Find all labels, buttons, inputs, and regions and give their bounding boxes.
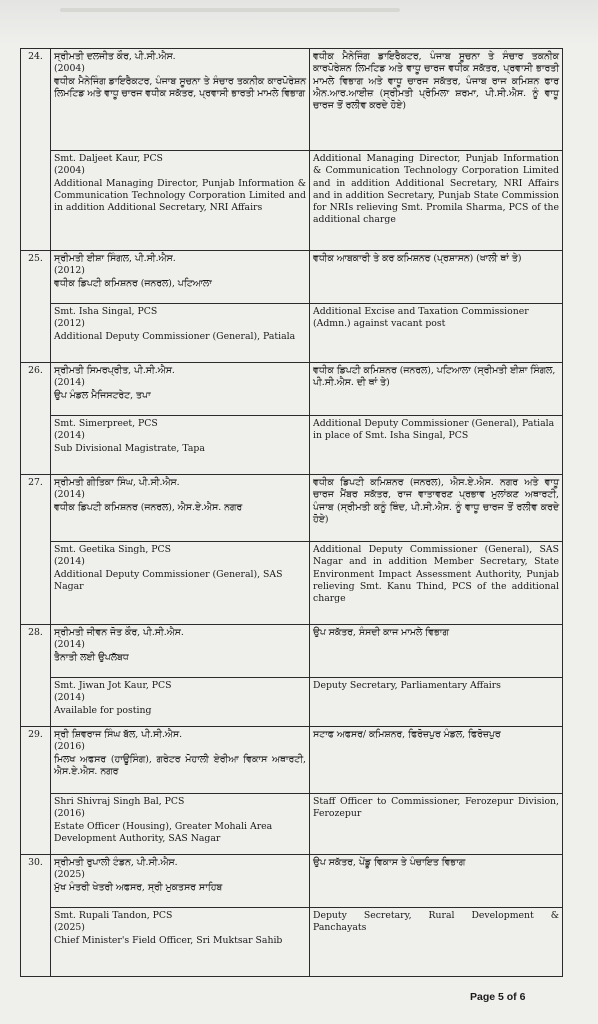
posting-english: Deputy Secretary, Rural Development & Panchayats — [310, 908, 563, 977]
officer-name-english: Smt. Daljeet Kaur, PCS — [54, 153, 163, 164]
serial-number: 29. — [21, 727, 51, 855]
officer-cell-english — [51, 151, 310, 251]
officer-name-punjabi: ਸ੍ਰੀਮਤੀ ਦਲਜੀਤ ਕੌਰ, ਪੀ.ਸੀ.ਐਸ. — [54, 51, 176, 62]
entry-24-english-row — [21, 151, 563, 251]
current-post-punjabi: ਵਧੀਕ ਡਿਪਟੀ ਕਮਿਸ਼ਨਰ (ਜਨਰਲ), ਐਸ.ਏ.ਐਸ. ਨਗਰ — [54, 501, 243, 513]
batch-year: (2014) — [54, 692, 85, 704]
serial-number: 28. — [21, 625, 51, 727]
entry-29-english-row — [21, 794, 563, 855]
officer-name-english: Shri Shivraj Singh Bal, PCS — [54, 796, 185, 807]
officer-name-punjabi: ਸ੍ਰੀਮਤੀ ਜੀਵਨ ਜੋਤ ਕੌਰ, ਪੀ.ਸੀ.ਐਸ. — [54, 627, 184, 638]
entry-27-english-row — [21, 542, 563, 625]
officer-cell-punjabi — [51, 727, 310, 794]
current-post-english: Additional Deputy Commissioner (General), SAS Nagar — [54, 568, 283, 592]
posting-punjabi: ਉਪ ਸਕੱਤਰ, ਸੰਸਦੀ ਕਾਜ ਮਾਮਲੇ ਵਿਭਾਗ — [310, 625, 563, 678]
batch-year: (2016) — [54, 741, 85, 753]
entry-26-punjabi-row — [21, 363, 563, 416]
posting-english: Additional Deputy Commissioner (General), SAS Nagar and in addition Member Secretary, State Environment Impact Assessment Authority, Punjab relieving Smt. Kanu Thind, PCS of the additional charge — [310, 542, 563, 625]
posting-english: Additional Deputy Commissioner (General), Patiala in place of Smt. Isha Singal, PCS — [310, 416, 563, 475]
posting-punjabi: ਵਧੀਕ ਮੈਨੇਜਿੰਗ ਡਾਇਰੈਕਟਰ, ਪੰਜਾਬ ਸੂਚਨਾ ਤੇ ਸੰਚਾਰ ਤਕਨੀਕ ਕਾਰਪੋਰੇਸ਼ਨ ਲਿਮਟਿਡ ਅਤੇ ਵਾਧੂ ਚਾਰਜ ਵਧੀਕ ਸਕੱਤਰ, ਪ੍ਰਵਾਸੀ ਭਾਰਤੀ ਮਾਮਲੇ ਵਿਭਾਗ ਅਤੇ ਵਾਧੂ ਚਾਰਜ ਸਕੱਤਰ, ਪੰਜਾਬ ਰਾਜ ਕਮਿਸ਼ਨ ਫਾਰ ਐਨ.ਆਰ.ਆਈਜ਼ (ਸ੍ਰੀਮਤੀ ਪ੍ਰੋਮਿਲਾ ਸ਼ਰਮਾ, ਪੀ.ਸੀ.ਐਸ. ਨੂੰ ਵਾਧੂ ਚਾਰਜ ਤੋਂ ਰਲੀਵ ਕਰਦੇ ਹੋਏ) — [310, 49, 563, 151]
officer-cell-punjabi — [51, 363, 310, 416]
current-post-english: Additional Managing Director, Punjab Information & Communication Technology Corporation Limited and in addition Additional Secretary, NRI Affairs — [54, 177, 306, 214]
officer-name-english: Smt. Geetika Singh, PCS — [54, 544, 172, 555]
current-post-english: Available for posting — [54, 704, 152, 716]
current-post-english: Chief Minister's Field Officer, Sri Muktsar Sahib — [54, 934, 283, 946]
current-post-punjabi: ਵਧੀਕ ਡਿਪਟੀ ਕਮਿਸ਼ਨਰ (ਜਨਰਲ), ਪਟਿਆਲਾ — [54, 277, 212, 289]
officer-name-punjabi: ਸ੍ਰੀਮਤੀ ਈਸ਼ਾ ਸਿੰਗਲ, ਪੀ.ਸੀ.ਐਸ. — [54, 253, 176, 264]
entry-29-punjabi-row — [21, 727, 563, 794]
serial-number: 30. — [21, 855, 51, 977]
batch-year: (2004) — [54, 63, 85, 75]
posting-punjabi: ਉਪ ਸਕੱਤਰ, ਪੇਂਡੂ ਵਿਕਾਸ ਤੇ ਪੰਚਾਇਤ ਵਿਭਾਗ — [310, 855, 563, 908]
posting-english: Additional Managing Director, Punjab Information & Communication Technology Corporation Limited and in addition Additional Secretary, NRI Affairs and in addition Secretary, Punjab State Commission for NRIs relieving Smt. Promila Sharma, PCS of the additional charge — [310, 151, 563, 251]
posting-punjabi: ਵਧੀਕ ਡਿਪਟੀ ਕਮਿਸ਼ਨਰ (ਜਨਰਲ), ਐਸ.ਏ.ਐਸ. ਨਗਰ ਅਤੇ ਵਾਧੂ ਚਾਰਜ ਮੈਂਬਰ ਸਕੱਤਰ, ਰਾਜ ਵਾਤਾਵਰਣ ਪ੍ਰਭਾਵ ਮੁਲਾਂਕਣ ਅਥਾਰਟੀ, ਪੰਜਾਬ (ਸ੍ਰੀਮਤੀ ਕਨੂੰ ਥਿੰਦ, ਪੀ.ਸੀ.ਐਸ. ਨੂੰ ਵਾਧੂ ਚਾਰਜ ਤੋਂ ਰਲੀਵ ਕਰਦੇ ਹੋਏ) — [310, 475, 563, 542]
batch-year: (2014) — [54, 556, 85, 568]
entry-26-english-row — [21, 416, 563, 475]
officer-name-english: Smt. Rupali Tandon, PCS — [54, 910, 173, 921]
top-margin — [0, 0, 598, 44]
current-post-punjabi: ਮੁੱਖ ਮੰਤਰੀ ਖੇਤਰੀ ਅਫਸਰ, ਸ੍ਰੀ ਮੁਕਤਸਰ ਸਾਹਿਬ — [54, 881, 223, 893]
officer-name-english: Smt. Isha Singal, PCS — [54, 306, 158, 317]
officer-name-punjabi: ਸ੍ਰੀਮਤੀ ਗੀਤਿਕਾ ਸਿੰਘ, ਪੀ.ਸੀ.ਐਸ. — [54, 477, 180, 488]
officer-cell-punjabi — [51, 855, 310, 908]
posting-punjabi: ਸਟਾਫ ਅਫਸਰ/ ਕਮਿਸ਼ਨਰ, ਫਿਰੋਜ਼ਪੁਰ ਮੰਡਲ, ਫਿਰੋਜ਼ਪੁਰ — [310, 727, 563, 794]
officer-cell-english — [51, 416, 310, 475]
officer-cell-english — [51, 794, 310, 855]
postings-table — [20, 48, 563, 977]
entry-27-punjabi-row — [21, 475, 563, 542]
officer-name-punjabi: ਸ੍ਰੀਮਤੀ ਸਿਮਰਪ੍ਰੀਤ, ਪੀ.ਸੀ.ਐਸ. — [54, 365, 175, 376]
officer-cell-english — [51, 908, 310, 977]
officer-cell-punjabi — [51, 49, 310, 151]
entry-24-punjabi-row — [21, 49, 563, 151]
current-post-punjabi: ਮਿਲਖ ਅਫਸਰ (ਹਾਊਸਿੰਗ), ਗਰੇਟਰ ਮੋਹਾਲੀ ਏਰੀਆ ਵਿਕਾਸ ਅਥਾਰਟੀ, ਐਸ.ਏ.ਐਸ. ਨਗਰ — [54, 753, 306, 777]
batch-year: (2004) — [54, 165, 85, 177]
entry-28-english-row — [21, 678, 563, 727]
posting-english: Deputy Secretary, Parliamentary Affairs — [310, 678, 563, 727]
faint-bleedthrough — [60, 8, 400, 12]
officer-cell-punjabi — [51, 475, 310, 542]
officer-cell-english — [51, 542, 310, 625]
officer-cell-punjabi — [51, 251, 310, 304]
batch-year: (2012) — [54, 318, 85, 330]
officer-cell-english — [51, 678, 310, 727]
batch-year: (2014) — [54, 489, 85, 501]
batch-year: (2014) — [54, 377, 85, 389]
officer-cell-english — [51, 304, 310, 363]
page-number: Page 5 of 6 — [470, 991, 526, 1003]
officer-name-punjabi: ਸ੍ਰੀਮਤੀ ਰੁਪਾਲੀ ਟੰਡਨ, ਪੀ.ਸੀ.ਐਸ. — [54, 857, 178, 868]
batch-year: (2014) — [54, 639, 85, 651]
serial-number: 25. — [21, 251, 51, 363]
officer-name-punjabi: ਸ੍ਰੀ ਸ਼ਿਵਰਾਜ ਸਿੰਘ ਬੱਲ, ਪੀ.ਸੀ.ਐਸ. — [54, 729, 183, 740]
entry-25-english-row — [21, 304, 563, 363]
serial-number: 27. — [21, 475, 51, 625]
batch-year: (2025) — [54, 922, 85, 934]
posting-english: Additional Excise and Taxation Commissioner (Admn.) against vacant post — [310, 304, 563, 363]
current-post-english: Additional Deputy Commissioner (General), Patiala — [54, 330, 296, 342]
officer-name-english: Smt. Simerpreet, PCS — [54, 418, 158, 429]
serial-number: 26. — [21, 363, 51, 475]
current-post-english: Sub Divisional Magistrate, Tapa — [54, 442, 205, 454]
posting-punjabi: ਵਧੀਕ ਆਬਕਾਰੀ ਤੇ ਕਰ ਕਮਿਸ਼ਨਰ (ਪ੍ਰਸ਼ਾਸਨ) (ਖਾਲੀ ਥਾਂ ਤੇ) — [310, 251, 563, 304]
current-post-punjabi: ਵਧੀਕ ਮੈਨੇਜਿੰਗ ਡਾਇਰੈਕਟਰ, ਪੰਜਾਬ ਸੂਚਨਾ ਤੇ ਸੰਚਾਰ ਤਕਨੀਕ ਕਾਰਪੋਰੇਸ਼ਨ ਲਿਮਟਿਡ ਅਤੇ ਵਾਧੂ ਚਾਰਜ ਵਧੀਕ ਸਕੱਤਰ, ਪ੍ਰਵਾਸੀ ਭਾਰਤੀ ਮਾਮਲੇ ਵਿਭਾਗ — [54, 75, 306, 99]
entry-25-punjabi-row — [21, 251, 563, 304]
serial-number: 24. — [21, 49, 51, 251]
officer-name-english: Smt. Jiwan Jot Kaur, PCS — [54, 680, 172, 691]
current-post-punjabi: ਤੈਨਾਤੀ ਲਈ ਉਪਲੱਬਧ — [54, 651, 129, 663]
batch-year: (2012) — [54, 265, 85, 277]
batch-year: (2014) — [54, 430, 85, 442]
current-post-english: Estate Officer (Housing), Greater Mohali Area Development Authority, SAS Nagar — [54, 820, 273, 844]
batch-year: (2025) — [54, 869, 85, 881]
batch-year: (2016) — [54, 808, 85, 820]
entry-30-english-row — [21, 908, 563, 977]
entry-28-punjabi-row — [21, 625, 563, 678]
posting-punjabi: ਵਧੀਕ ਡਿਪਟੀ ਕਮਿਸ਼ਨਰ (ਜਨਰਲ), ਪਟਿਆਲਾ (ਸ੍ਰੀਮਤੀ ਈਸ਼ਾ ਸਿੰਗਲ, ਪੀ.ਸੀ.ਐਸ. ਦੀ ਥਾਂ ਤੇ) — [310, 363, 563, 416]
entry-30-punjabi-row — [21, 855, 563, 908]
officer-cell-punjabi — [51, 625, 310, 678]
current-post-punjabi: ਉਪ ਮੰਡਲ ਮੈਜਿਸਟਰੇਟ, ਤਪਾ — [54, 389, 151, 401]
posting-english: Staff Officer to Commissioner, Ferozepur Division, Ferozepur — [310, 794, 563, 855]
